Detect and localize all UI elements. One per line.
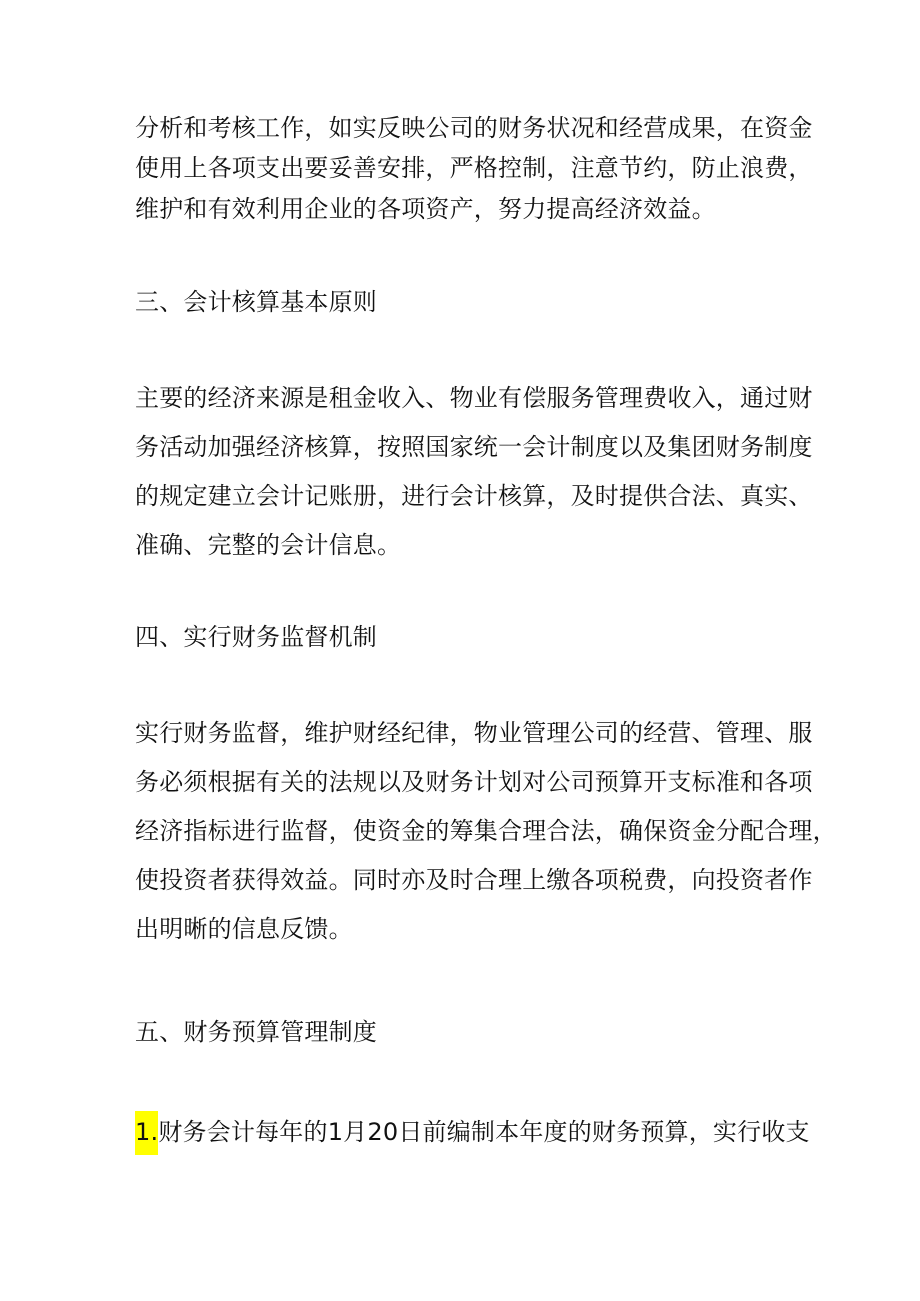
section-heading-4: 四、实行财务监督机制 (135, 623, 377, 651)
section-heading-3: 三、会计核算基本原则 (135, 288, 377, 316)
list-item-number-highlight: 1. (135, 1111, 158, 1155)
paragraph-2-line-3: 的规定建立会计记账册，进行会计核算，及时提供合法、真实、 (135, 482, 813, 510)
list-item-text: 财务会计每年的1月20日前编制本年度的财务预算，实行收支 (158, 1118, 810, 1146)
paragraph-2-line-4: 准确、完整的会计信息。 (135, 531, 402, 559)
paragraph-3-line-2: 务必须根据有关的法规以及财务计划对公司预算开支标准和各项 (135, 768, 813, 796)
paragraph-3-line-1: 实行财务监督，维护财经纪律，物业管理公司的经营、管理、服 (135, 719, 813, 747)
paragraph-3-line-4: 使投资者获得效益。同时亦及时合理上缴各项税费，向投资者作 (135, 866, 813, 894)
paragraph-3-line-3: 经济指标进行监督，使资金的筹集合理合法，确保资金分配合理， (135, 817, 837, 845)
paragraph-2-line-2: 务活动加强经济核算，按照国家统一会计制度以及集团财务制度 (135, 433, 813, 461)
list-item-1 (135, 1117, 810, 1147)
paragraph-3-line-5: 出明晰的信息反馈。 (135, 915, 353, 943)
paragraph-1-line-3: 维护和有效利用企业的各项资产，努力提高经济效益。 (135, 195, 716, 223)
paragraph-1-line-1: 分析和考核工作，如实反映公司的财务状况和经营成果，在资金 (135, 114, 813, 142)
section-heading-5: 五、财务预算管理制度 (135, 1018, 377, 1046)
paragraph-2-line-1: 主要的经济来源是租金收入、物业有偿服务管理费收入，通过财 (135, 384, 813, 412)
paragraph-1-line-2: 使用上各项支出要妥善安排，严格控制，注意节约，防止浪费， (135, 154, 813, 182)
